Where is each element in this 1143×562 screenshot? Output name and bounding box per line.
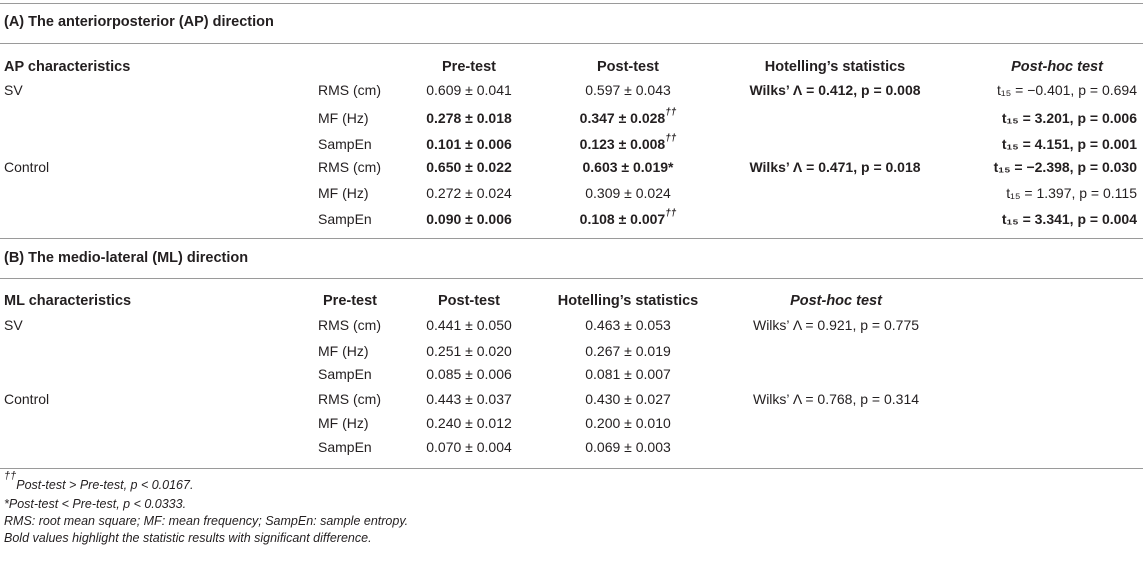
- section-b-title: (B) The medio-lateral (ML) direction: [4, 250, 249, 266]
- pre-test-value: 0.240 ± 0.012: [426, 415, 512, 431]
- footnote-4: Bold values highlight the statistic results with significant difference.: [4, 531, 372, 545]
- measure-label: RMS (cm): [318, 391, 381, 407]
- measure-label: RMS (cm): [318, 317, 381, 333]
- header-ml-post-hoc: Post-hoc test: [790, 293, 882, 309]
- post-test-number: 0.309 ± 0.024: [585, 185, 671, 201]
- footnote-1-mark: ††: [4, 469, 17, 482]
- post-test-number: 0.597 ± 0.043: [585, 82, 671, 98]
- pre-test-value: 0.443 ± 0.037: [426, 391, 512, 407]
- hotelling-value: Wilks’ Λ = 0.471, p = 0.018: [749, 159, 921, 175]
- pre-test-value: 0.085 ± 0.006: [426, 366, 512, 382]
- significance-mark: ††: [665, 133, 677, 145]
- post-test-value: 0.200 ± 0.010: [585, 415, 671, 431]
- section-a-header-row: [0, 57, 1143, 77]
- post-hoc-value: t₁₅ = 4.151, p = 0.001: [1001, 136, 1137, 152]
- footnote-3: RMS: root mean square; MF: mean frequency; SampEn: sample entropy.: [4, 514, 409, 528]
- group-label: Control: [4, 391, 50, 407]
- measure-label: SampEn: [318, 439, 372, 455]
- measure-label: RMS (cm): [318, 82, 381, 98]
- post-test-number: 0.123 ± 0.008: [579, 136, 666, 152]
- post-hoc-value: t₁₅ = 3.201, p = 0.006: [1001, 110, 1137, 126]
- table-row: [0, 157, 1143, 177]
- post-hoc-value: t₁₅ = 3.341, p = 0.004: [1001, 211, 1137, 227]
- top-rule: [0, 3, 1143, 4]
- post-hoc-value: t₁₅ = −2.398, p = 0.030: [993, 159, 1137, 175]
- significance-mark: ††: [665, 208, 677, 220]
- measure-label: SampEn: [318, 211, 372, 227]
- table-row: [0, 413, 1143, 433]
- pre-test-value: 0.441 ± 0.050: [426, 317, 512, 333]
- post-test-value: 0.267 ± 0.019: [585, 343, 671, 359]
- measure-label: RMS (cm): [318, 159, 381, 175]
- table-row: [0, 437, 1143, 457]
- section-a-bottom-rule: [0, 238, 1143, 239]
- footnote-1-text: Post-test > Pre-test, p < 0.0167.: [16, 478, 194, 492]
- footnote-2: *Post-test < Pre-test, p < 0.0333.: [4, 497, 187, 511]
- post-test-value: 0.463 ± 0.053: [585, 317, 671, 333]
- measure-label: SampEn: [318, 136, 372, 152]
- table-row: [0, 134, 1143, 154]
- header-characteristics: AP characteristics: [4, 59, 131, 75]
- post-test-value: [585, 183, 671, 203]
- pre-test-value: 0.070 ± 0.004: [426, 439, 512, 455]
- table-row: [0, 80, 1143, 100]
- section-b-title-row: [0, 248, 1143, 268]
- post-test-value: [580, 108, 677, 128]
- section-b-rule: [0, 278, 1143, 279]
- pre-test-value: 0.090 ± 0.006: [426, 211, 512, 227]
- post-test-value: 0.430 ± 0.027: [585, 391, 671, 407]
- hotelling-value: Wilks’ Λ = 0.412, p = 0.008: [749, 82, 921, 98]
- measure-label: MF (Hz): [318, 415, 369, 431]
- post-hoc-value: t₁₅ = −0.401, p = 0.694: [997, 82, 1137, 98]
- post-hoc-value: t₁₅ = 1.397, p = 0.115: [1006, 185, 1137, 201]
- pre-test-value: 0.650 ± 0.022: [426, 159, 512, 175]
- table-row: [0, 183, 1143, 203]
- pre-test-value: 0.278 ± 0.018: [426, 110, 512, 126]
- post-test-value: [583, 157, 674, 177]
- group-label: SV: [4, 317, 23, 333]
- group-label: SV: [4, 82, 23, 98]
- hotelling-value: Wilks’ Λ = 0.921, p = 0.775: [752, 317, 920, 333]
- measure-label: MF (Hz): [318, 185, 369, 201]
- table-row: [0, 364, 1143, 384]
- section-b-header-row: [0, 291, 1143, 311]
- post-test-value: 0.081 ± 0.007: [585, 366, 671, 382]
- header-ml-characteristics: ML characteristics: [4, 293, 132, 309]
- pre-test-value: 0.101 ± 0.006: [426, 136, 512, 152]
- post-test-value: [580, 209, 677, 229]
- post-test-value: 0.069 ± 0.003: [585, 439, 671, 455]
- post-test-value: [580, 134, 677, 154]
- section-a-title: (A) The anteriorposterior (AP) direction: [4, 14, 274, 30]
- section-b-bottom-rule: [0, 468, 1143, 469]
- table-row: [0, 209, 1143, 229]
- post-test-number: 0.347 ± 0.028: [579, 110, 666, 126]
- section-a-title-row: [0, 12, 1143, 32]
- header-post-test: Post-test: [596, 59, 660, 75]
- pre-test-value: 0.609 ± 0.041: [426, 82, 512, 98]
- pre-test-value: 0.251 ± 0.020: [426, 343, 512, 359]
- measure-label: SampEn: [318, 366, 372, 382]
- hotelling-value: Wilks’ Λ = 0.768, p = 0.314: [752, 391, 920, 407]
- significance-mark: ††: [665, 107, 677, 119]
- header-hotelling: Hotelling’s statistics: [764, 59, 906, 75]
- footnote-1: [4, 469, 194, 494]
- header-pre-test: Pre-test: [442, 59, 496, 75]
- post-test-number: 0.108 ± 0.007: [579, 211, 666, 227]
- section-a-rule: [0, 43, 1143, 44]
- pre-test-value: 0.272 ± 0.024: [426, 185, 512, 201]
- post-test-number: 0.603 ± 0.019*: [582, 159, 674, 175]
- header-ml-hotelling: Hotelling’s statistics: [557, 293, 699, 309]
- group-label: Control: [4, 159, 50, 175]
- header-post-hoc: Post-hoc test: [1011, 59, 1103, 75]
- table-row: [0, 315, 1143, 335]
- header-ml-pre-test: Pre-test: [323, 293, 377, 309]
- header-ml-post-test: Post-test: [437, 293, 501, 309]
- table-row: [0, 341, 1143, 361]
- table-row: [0, 389, 1143, 409]
- measure-label: MF (Hz): [318, 343, 369, 359]
- table-row: [0, 108, 1143, 128]
- post-test-value: [585, 80, 671, 100]
- measure-label: MF (Hz): [318, 110, 369, 126]
